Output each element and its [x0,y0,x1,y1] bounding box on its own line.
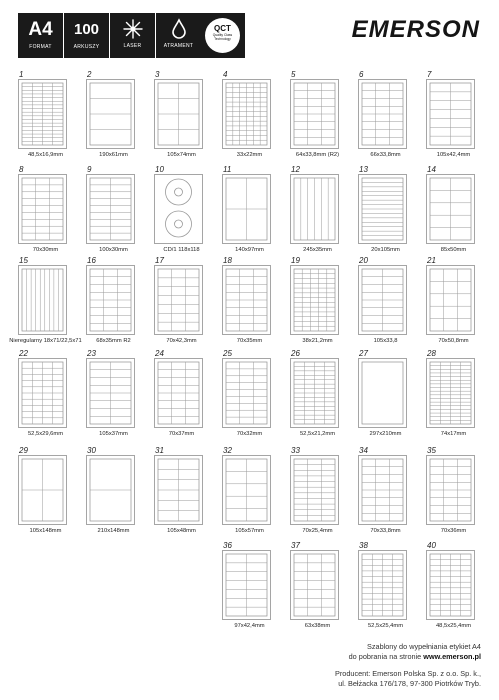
template-sheet [358,550,407,620]
label-layout [427,551,474,619]
template-sheet [222,550,271,620]
template-sheet [18,265,67,335]
template-sheet [358,358,407,428]
template-size-caption: 48,5x16,9mm [27,152,64,158]
template-number: 17 [155,256,164,265]
label-area [362,362,403,424]
format-label: FORMAT [29,44,52,50]
template-size-caption: 70x50,8mm [438,338,469,344]
footer-line-1: Szablony do wypełniania etykiet A4 [367,642,481,651]
template-sheet [18,358,67,428]
template-sheet [154,358,203,428]
ink-badge [156,13,201,58]
template-size-caption: 97x42,4mm [234,623,265,629]
template-sheet [86,174,135,244]
template-number: 23 [87,349,96,358]
template-sheet [290,358,339,428]
quality-seal [205,18,240,53]
laser-badge [110,13,155,58]
template-number: 27 [359,349,368,358]
label-layout [87,175,134,243]
template-size-caption: 52,5x25,4mm [367,623,404,629]
label-layout [19,80,66,148]
label-layout [291,175,338,243]
template-size-caption: 105x57mm [235,528,264,534]
format-badge [18,13,63,58]
template-number: 29 [19,446,28,455]
label-layout [223,80,270,148]
template-size-caption: 74x17mm [440,431,467,437]
template-sheet [222,455,271,525]
template-number: 20 [359,256,368,265]
template-number: 25 [223,349,232,358]
template-size-caption: 210x148mm [97,528,130,534]
template-number: 18 [223,256,232,265]
template-sheet [426,79,475,149]
label-layout [427,456,474,524]
template-size-caption: 66x33,8mm [370,152,401,158]
quality-badge [200,13,245,58]
template-number: 13 [359,165,368,174]
label-layout [87,456,134,524]
label-layout [291,266,338,334]
template-size-caption: 52,5x21,2mm [299,431,336,437]
template-number: 34 [359,446,368,455]
template-size-caption: 105x74mm [167,152,196,158]
footer-info [335,642,481,689]
label-layout [155,175,202,243]
template-number: 5 [291,70,296,79]
template-size-caption: 70x30mm [32,247,59,253]
label-layout [223,456,270,524]
template-size-caption: Nieregularny 18x71/22,5x71 [9,338,82,344]
footer-line-3: Producent: Emerson Polska Sp. z o.o. Sp. k., [334,669,481,678]
template-sheet [222,174,271,244]
template-sheet [426,358,475,428]
template-number: 36 [223,541,232,550]
template-sheet [358,174,407,244]
template-size-caption: 20x105mm [371,247,400,253]
label-layout [19,456,66,524]
template-size-caption: 48,5x25,4mm [435,623,472,629]
template-number: 24 [155,349,164,358]
template-size-caption: 70x33,8mm [370,528,401,534]
template-size-caption: 70x25,4mm [302,528,333,534]
template-sheet [358,79,407,149]
label-layout [155,456,202,524]
template-size-caption: 245x35mm [303,247,332,253]
footer-line-2: do pobrania na stronie [348,652,422,661]
template-size-caption: CD/1 118x118 [163,247,200,253]
label-layout [87,80,134,148]
template-sheet [18,79,67,149]
sheets-label: ARKUSZY [73,44,100,50]
template-sheet [426,550,475,620]
laser-label: LASER [123,43,142,49]
template-number: 22 [19,349,28,358]
label-layout [291,456,338,524]
label-layout [359,359,406,427]
template-size-caption: 85x50mm [440,247,467,253]
template-number: 4 [223,70,228,79]
label-layout [19,175,66,243]
cd-hole [175,220,183,228]
label-layout [87,359,134,427]
template-sheet [86,79,135,149]
cd-label [166,211,192,237]
template-size-caption: 70x42,3mm [166,338,197,344]
label-layout [359,551,406,619]
template-number: 28 [427,349,436,358]
template-size-caption: 105x33,8 [373,338,398,344]
cd-label [166,179,192,205]
label-area [158,269,199,331]
template-number: 38 [359,541,368,550]
template-size-caption: 105x37mm [99,431,128,437]
laser-icon [122,18,144,40]
template-sheet [290,265,339,335]
template-sheet [222,265,271,335]
template-size-caption: 63x38mm [304,623,331,629]
label-layout [87,266,134,334]
label-layout [427,175,474,243]
sheets-badge [64,13,109,58]
label-layout [223,551,270,619]
label-layout [223,359,270,427]
template-size-caption: 68x35mm R2 [96,338,131,344]
label-area [430,269,471,331]
template-number: 21 [427,256,436,265]
template-sheet [18,174,67,244]
template-number: 10 [155,165,164,174]
template-size-caption: 70x35mm [236,338,263,344]
cd-hole [175,188,183,196]
quality-title: QCT [214,24,231,33]
template-number: 2 [87,70,92,79]
template-sheet [290,550,339,620]
template-number: 14 [427,165,436,174]
label-layout [19,359,66,427]
label-layout [155,80,202,148]
template-number: 11 [223,165,232,174]
template-size-caption: 105x42,4mm [436,152,471,158]
template-size-caption: 33x22mm [236,152,263,158]
template-sheet [154,79,203,149]
template-number: 35 [427,446,436,455]
template-number: 9 [87,165,92,174]
label-layout [19,266,66,334]
label-layout [291,359,338,427]
label-layout [291,551,338,619]
template-sheet [86,455,135,525]
ink-drop-icon [168,18,190,40]
template-size-caption: 70x37mm [168,431,195,437]
template-sheet [154,174,203,244]
template-number: 31 [155,446,164,455]
template-sheet [290,455,339,525]
template-sheet [290,79,339,149]
footer-line-4: ul. Bełżacka 176/178, 97-300 Piotrków Tryb. [338,679,481,688]
template-size-caption: 52,5x29,6mm [27,431,64,437]
label-layout [359,175,406,243]
template-number: 12 [291,165,300,174]
template-size-caption: 140x97mm [235,247,264,253]
template-size-caption: 70x36mm [440,528,467,534]
template-sheet [426,265,475,335]
label-layout [155,266,202,334]
template-number: 30 [87,446,96,455]
label-layout [155,359,202,427]
template-number: 3 [155,70,160,79]
template-sheet [426,455,475,525]
label-layout [359,456,406,524]
template-number: 40 [427,541,436,550]
label-layout [223,175,270,243]
emerson-logo: EMERSON [351,16,480,43]
label-layout [359,80,406,148]
label-area [294,554,335,616]
template-sheet [154,265,203,335]
label-area [294,459,335,521]
label-area [22,269,63,331]
template-size-caption: 38x21,2mm [302,338,333,344]
label-layout [223,266,270,334]
template-number: 8 [19,165,24,174]
template-size-caption: 190x61mm [99,152,128,158]
sheets-value: 100 [73,21,100,38]
format-value: A4 [28,19,53,40]
website-link[interactable]: www.emerson.pl [423,652,481,661]
label-layout [427,80,474,148]
template-number: 26 [291,349,300,358]
template-number: 32 [223,446,232,455]
template-size-caption: 105x48mm [167,528,196,534]
template-size-caption: 297x210mm [369,431,402,437]
template-size-caption: 70x32mm [236,431,263,437]
template-number: 16 [87,256,96,265]
template-sheet [358,455,407,525]
template-number: 19 [291,256,300,265]
label-area [226,362,267,424]
label-layout [359,266,406,334]
template-sheet [18,455,67,525]
template-number: 15 [19,256,28,265]
template-sheet [222,79,271,149]
template-number: 33 [291,446,300,455]
label-layout [427,359,474,427]
quality-subtitle: Quality Class Technology [212,33,233,41]
template-size-caption: 100x30mm [99,247,128,253]
label-layout [427,266,474,334]
template-sheet [222,358,271,428]
template-sheet [426,174,475,244]
template-size-caption: 64x33,8mm (R2) [295,152,340,158]
template-number: 1 [19,70,24,79]
template-number: 7 [427,70,432,79]
template-number: 6 [359,70,364,79]
template-sheet [86,265,135,335]
template-number: 37 [291,541,300,550]
ink-label: ATRAMENT [163,43,194,49]
label-area [22,178,63,240]
template-sheet [154,455,203,525]
template-sheet [86,358,135,428]
template-sheet [358,265,407,335]
template-sheet [290,174,339,244]
template-size-caption: 105x148mm [29,528,62,534]
label-layout [291,80,338,148]
